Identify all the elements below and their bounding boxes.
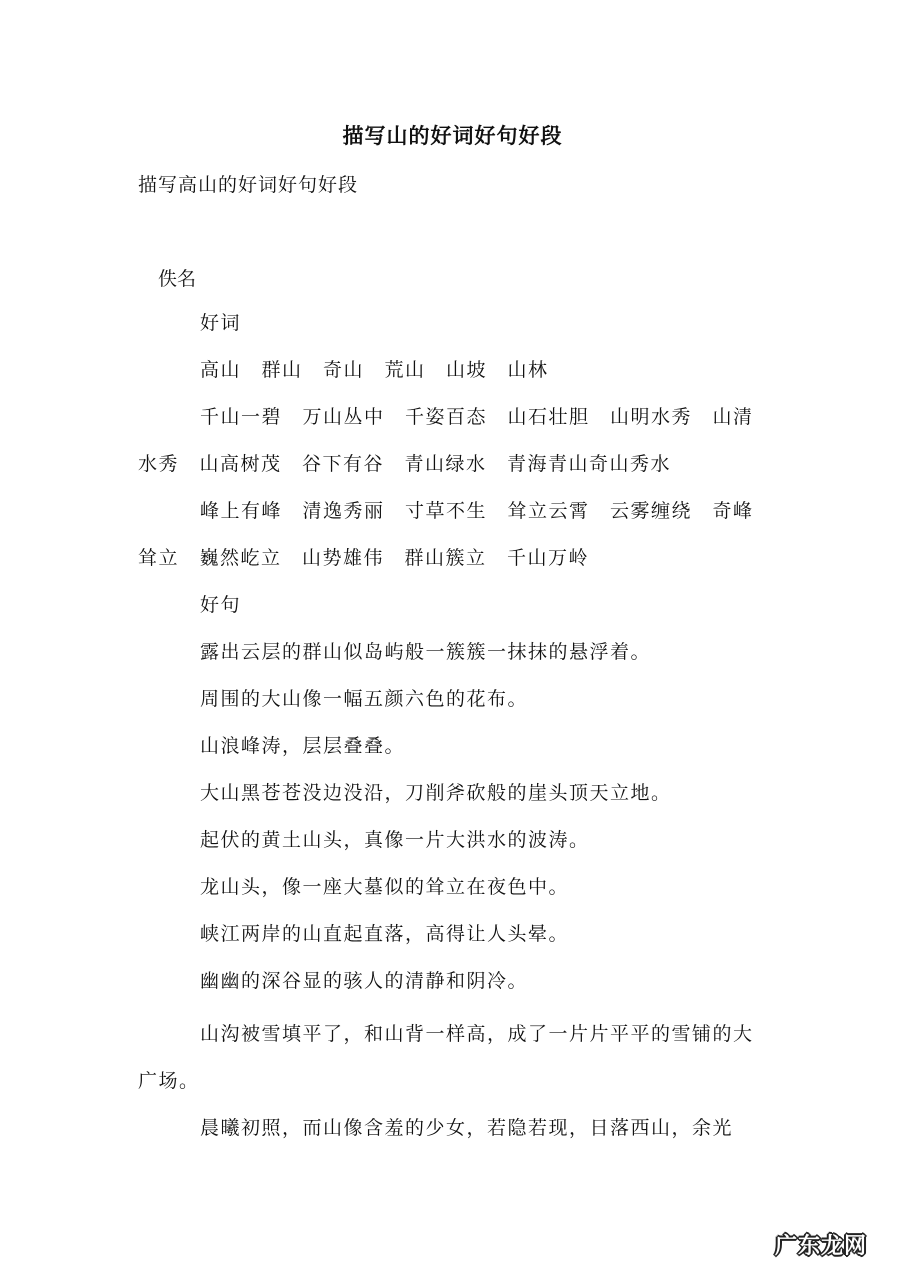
section-heading-words: 好词 bbox=[200, 312, 242, 334]
paragraph: 峰上有峰 清逸秀丽 寸草不生 耸立云霄 云雾缠绕 奇峰耸立 巍然屹立 山势雄伟 群山簇立 千山万岭 bbox=[138, 500, 754, 569]
paragraph: 晨曦初照，而山像含羞的少女，若隐若现，日落西山，余光 bbox=[200, 1117, 734, 1139]
paragraph: 高山 群山 奇山 荒山 山坡 山林 bbox=[200, 359, 549, 381]
paragraph: 幽幽的深谷显的骇人的清静和阴冷。 bbox=[200, 970, 529, 992]
document-subtitle: 描写高山的好词好句好段 bbox=[138, 174, 359, 196]
paragraph: 千山一碧 万山丛中 千姿百态 山石壮胆 山明水秀 山清水秀 山高树茂 谷下有谷 青山绿水 青海青山奇山秀水 bbox=[138, 406, 754, 475]
paragraph: 峡江两岸的山直起直落，高得让人头晕。 bbox=[200, 923, 570, 945]
paragraph: 周围的大山像一幅五颜六色的花布。 bbox=[200, 688, 529, 710]
watermark-logo: 广东龙网 bbox=[774, 1234, 867, 1259]
paragraph: 起伏的黄土山头，真像一片大洪水的波涛。 bbox=[200, 829, 590, 851]
paragraph: 龙山头，像一座大墓似的耸立在夜色中。 bbox=[200, 876, 570, 898]
paragraph: 山沟被雪填平了，和山背一样高，成了一片片平平的雪铺的大广场。 bbox=[138, 1023, 754, 1092]
paragraph: 山浪峰涛，层层叠叠。 bbox=[200, 735, 406, 757]
paragraph: 露出云层的群山似岛屿般一簇簇一抹抹的悬浮着。 bbox=[200, 641, 652, 663]
document-body bbox=[138, 300, 758, 1152]
section-heading-sentences: 好句 bbox=[200, 594, 242, 616]
document-title: 描写山的好词好句好段 bbox=[342, 124, 563, 148]
author: 佚名 bbox=[158, 268, 197, 290]
paragraph: 大山黑苍苍没边没沿，刀削斧砍般的崖头顶天立地。 bbox=[200, 782, 672, 804]
